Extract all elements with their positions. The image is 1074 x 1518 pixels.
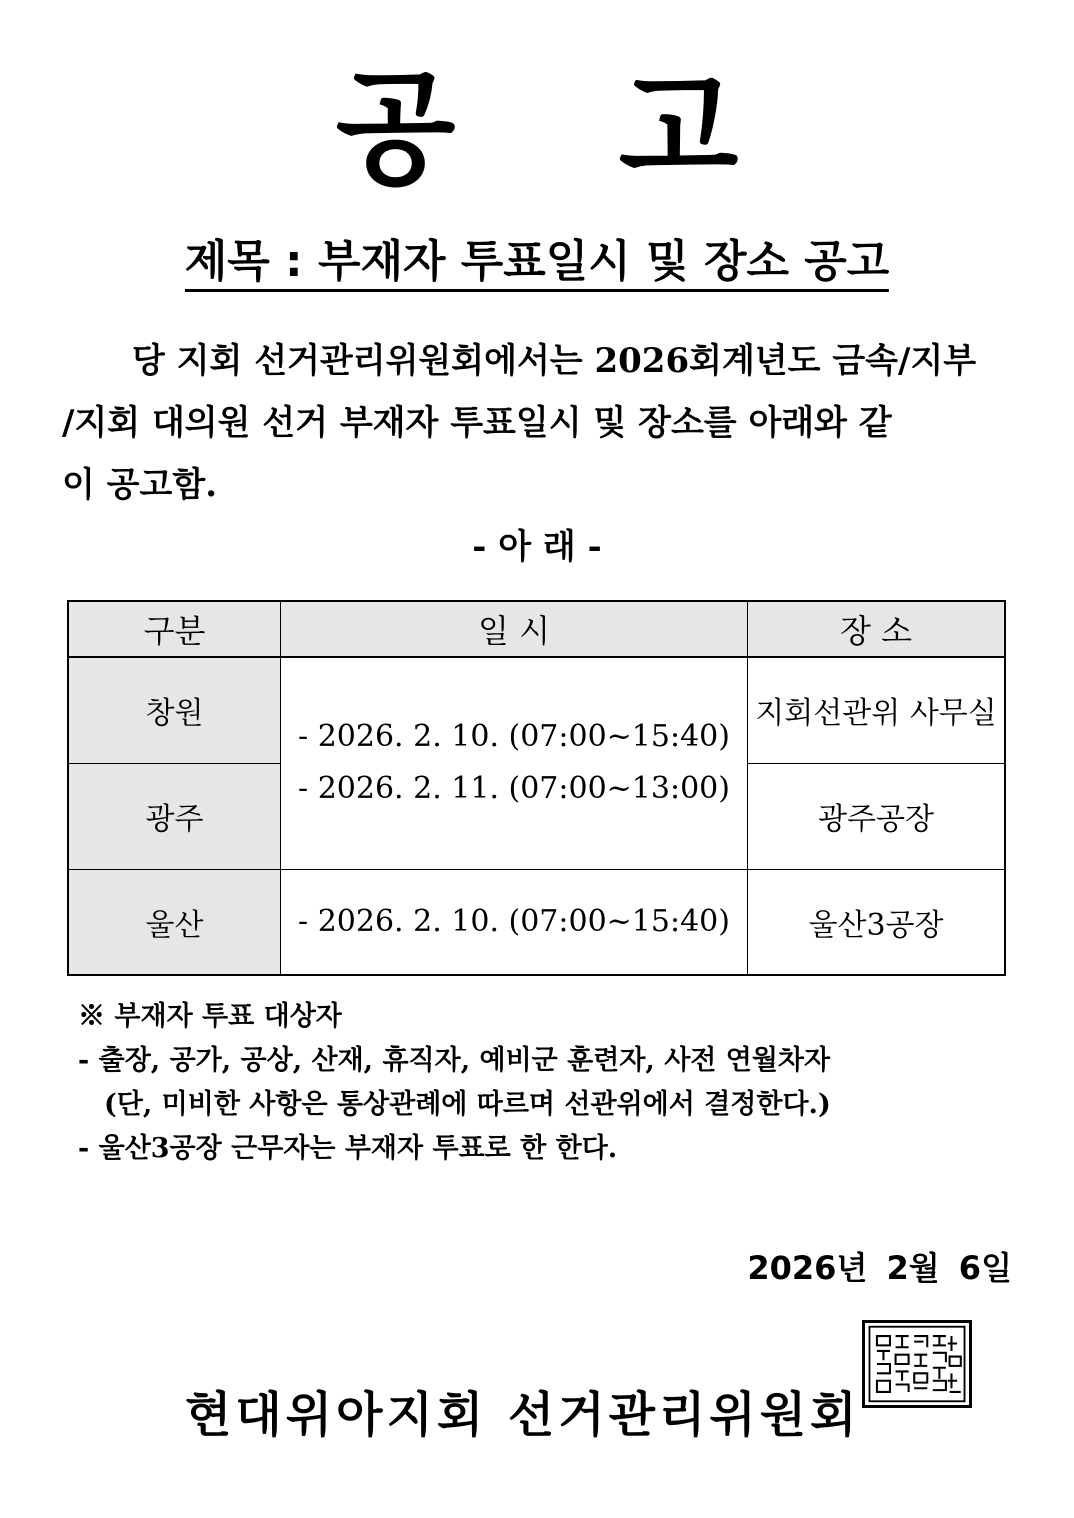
- organization-name: 현대위아지회 선거관리위원회: [185, 1387, 861, 1443]
- subject-line: [0, 232, 1074, 292]
- notes-section: [78, 995, 1018, 1171]
- intro-line-3: 이 공고함.: [62, 465, 218, 505]
- row-category: 창원: [68, 657, 281, 763]
- notes-item-sub: (단, 미비한 사항은 통상관례에 따르며 선관위에서 결정한다.): [104, 1089, 831, 1120]
- date-entry: - 2026. 2. 11. (07:00~13:00): [298, 771, 730, 807]
- row-category: 울산: [68, 869, 281, 975]
- header-category: 구분: [68, 601, 281, 657]
- row-place: 울산3공장: [748, 869, 1006, 975]
- subject-text: 제목 : 부재자 투표일시 및 장소 공고: [185, 236, 890, 292]
- date-entry: - 2026. 2. 10. (07:00~15:40): [298, 903, 730, 939]
- notes-item: - 울산3공장 근무자는 부재자 투표로 한 한다.: [78, 1133, 618, 1164]
- table-row: [68, 869, 1005, 975]
- official-seal-stamp: [862, 1320, 972, 1408]
- schedule-table: [67, 600, 1006, 976]
- intro-paragraph: [62, 330, 1012, 516]
- notes-item: - 출장, 공가, 공상, 산재, 휴직자, 예비군 훈련자, 사전 연월차자: [78, 1045, 831, 1076]
- row-place: 지회선관위 사무실: [748, 657, 1006, 763]
- page-title: 공 고: [335, 58, 799, 202]
- notes-heading: ※ 부재자 투표 대상자: [78, 1001, 342, 1032]
- row-place: 광주공장: [748, 763, 1006, 869]
- intro-line-1: 당 지회 선거관리위원회에서는 2026회계년도 금속/지부: [132, 341, 977, 381]
- row-datetime: [281, 869, 748, 975]
- header-place: 장 소: [748, 601, 1006, 657]
- table-header-row: [68, 601, 1005, 657]
- shared-datetime-cell: [281, 657, 748, 869]
- date-entry: - 2026. 2. 10. (07:00~15:40): [298, 719, 730, 755]
- issue-date: 2026년 2월 6일: [747, 1249, 1012, 1287]
- section-heading-arae: - 아 래 -: [472, 527, 602, 567]
- row-category: 광주: [68, 763, 281, 869]
- table-row: [68, 657, 1005, 763]
- header-datetime: 일 시: [281, 601, 748, 657]
- intro-line-2: /지회 대의원 선거 부재자 투표일시 및 장소를 아래와 같: [62, 403, 892, 443]
